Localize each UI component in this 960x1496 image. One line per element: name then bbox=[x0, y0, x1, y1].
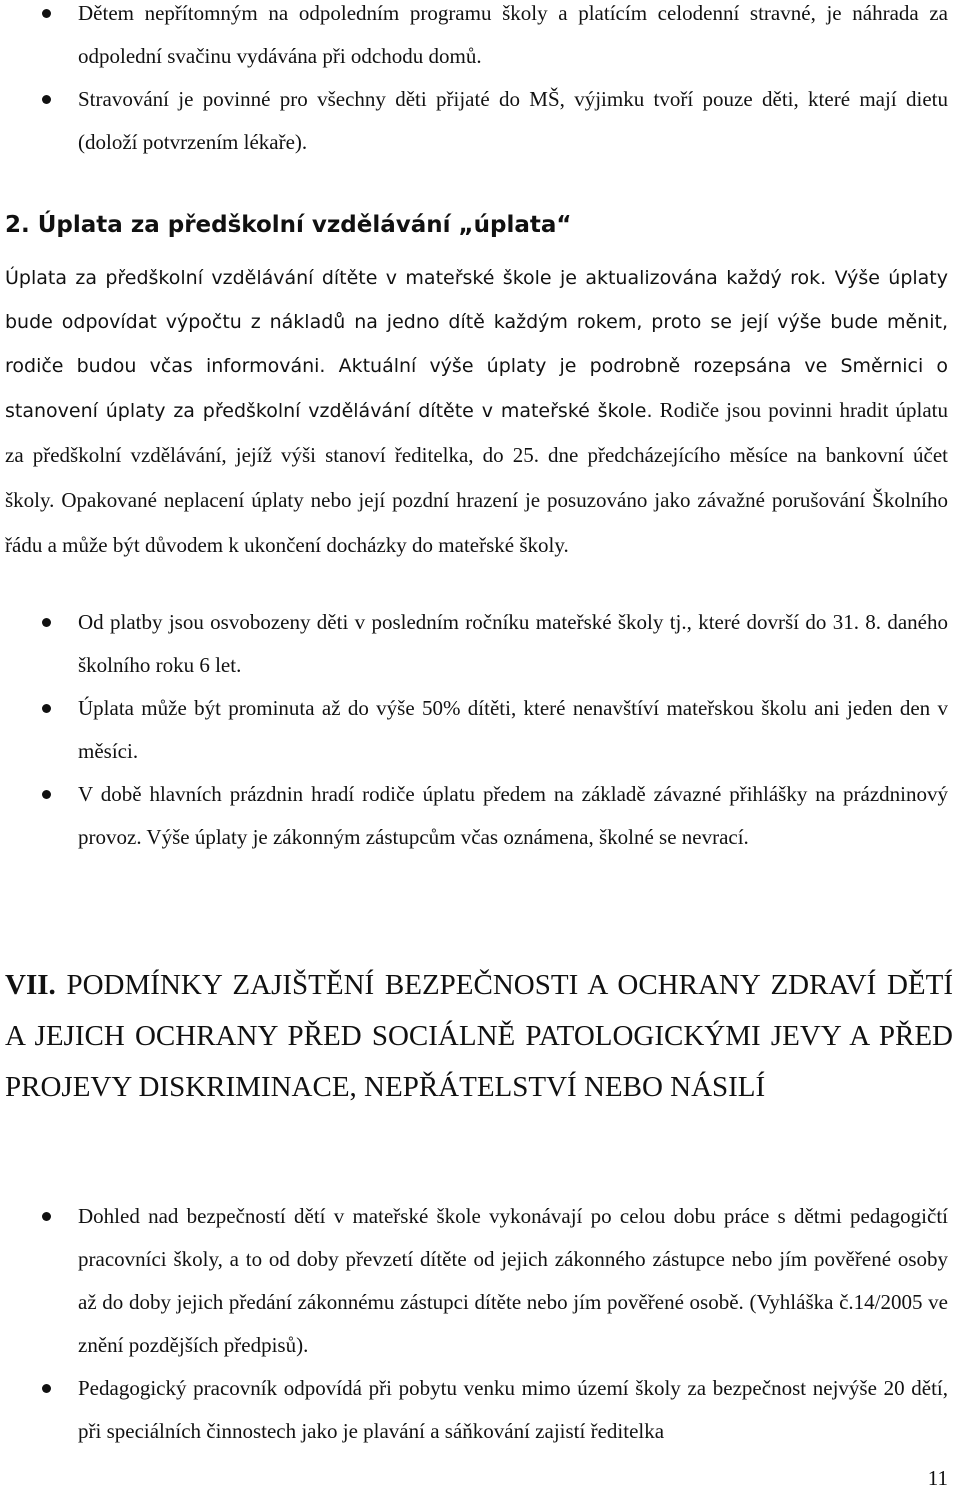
list-item-text: Pedagogický pracovník odpovídá při pobytu venku mimo území školy za bezpečnost nejvýše 20 dětí, při speciálních činnostech jako je plavání a sáňkování zajistí ředitelka bbox=[78, 1376, 948, 1443]
list-item bbox=[0, 1195, 960, 1367]
chapter-number: VII. bbox=[5, 969, 56, 1001]
list-item bbox=[0, 687, 960, 773]
bullet-icon bbox=[42, 95, 51, 104]
page-number: 11 bbox=[927, 1466, 948, 1490]
bullet-icon bbox=[42, 1384, 51, 1393]
bullet-icon bbox=[42, 618, 51, 627]
list-item bbox=[0, 78, 960, 164]
list-item-text: Dohled nad bezpečností dětí v mateřské škole vykonávají po celou dobu práce s dětmi pedagogičtí pracovníci školy, a to od doby převzetí dítěte od jejich zákonného zástupce nebo jím pověřené osoby až do doby jejich předání zákonnému zástupci dítěte nebo jím pověřené osobě. (Vyhláška č.14/2005 ve znění pozdějších předpisů). bbox=[78, 1204, 948, 1357]
list-item-text: Dětem nepřítomným na odpoledním programu školy a platícím celodenní stravné, je náhrada za odpolední svačinu vydávána při odchodu domů. bbox=[78, 1, 948, 68]
bullet-icon bbox=[42, 9, 51, 18]
fee-exemptions-list bbox=[0, 601, 960, 859]
bullet-icon bbox=[42, 704, 51, 713]
chapter-title: PODMÍNKY ZAJIŠTĚNÍ BEZPEČNOSTI A OCHRANY ZDRAVÍ DĚTÍ A JEJICH OCHRANY PŘED SOCIÁLNĚ PATOLOGICKÝMI JEVY A PŘED PROJEVY DISKRIMINACE, NEPŘÁTELSTVÍ NEBO NÁSILÍ bbox=[5, 969, 953, 1103]
list-item bbox=[0, 773, 960, 859]
list-item-text: Úplata může být prominuta až do výše 50% dítěti, které nenavštíví mateřskou školu ani jeden den v měsíci. bbox=[78, 696, 948, 763]
list-item-text: Stravování je povinné pro všechny děti přijaté do MŠ, výjimku tvoří pouze děti, které mají dietu (doloží potvrzením lékaře). bbox=[78, 87, 948, 154]
list-item bbox=[0, 0, 960, 78]
meal-rules-list bbox=[0, 0, 960, 164]
fee-paragraph bbox=[5, 256, 948, 568]
bullet-icon bbox=[42, 1212, 51, 1221]
list-item bbox=[0, 1367, 960, 1453]
safety-rules-list bbox=[0, 1195, 960, 1453]
list-item-text: Od platby jsou osvobozeny děti v posledním ročníku mateřské školy tj., které dovrší do 31. 8. daného školního roku 6 let. bbox=[78, 610, 948, 677]
list-item-text: V době hlavních prázdnin hradí rodiče úplatu předem na základě závazné přihlášky na prázdninový provoz. Výše úplaty je zákonným zástupcům včas oznámena, školné se nevrací. bbox=[78, 782, 948, 849]
fee-paragraph-sans-text: Úplata za předškolní vzdělávání dítěte v mateřské škole je aktualizována každý rok. Výše úplaty bude odpovídat výpočtu z nákladů na jedno dítě každým rokem, proto se její výše bude měnit, rodiče budou včas informováni. Aktuální výše úplaty je podrobně rozepsána ve Směrnici o stanovení úplaty za předškolní vzdělávání dítěte v mateřské škole. bbox=[5, 267, 948, 422]
fee-paragraph-serif-text: Rodiče jsou povinni hradit úplatu za předškolní vzdělávání, jejíž výši stanoví ředitelka, do 25. dne předcházejícího měsíce na bankovní účet školy. Opakované neplacení úplaty nebo její pozdní hrazení je posuzováno jako závažné porušování Školního řádu a může být důvodem k ukončení docházky do mateřské školy. bbox=[5, 398, 948, 557]
bullet-icon bbox=[42, 790, 51, 799]
chapter-heading-safety bbox=[5, 960, 953, 1113]
list-item bbox=[0, 601, 960, 687]
section-heading-fee: 2. Úplata za předškolní vzdělávání „úplata“ bbox=[5, 212, 572, 238]
